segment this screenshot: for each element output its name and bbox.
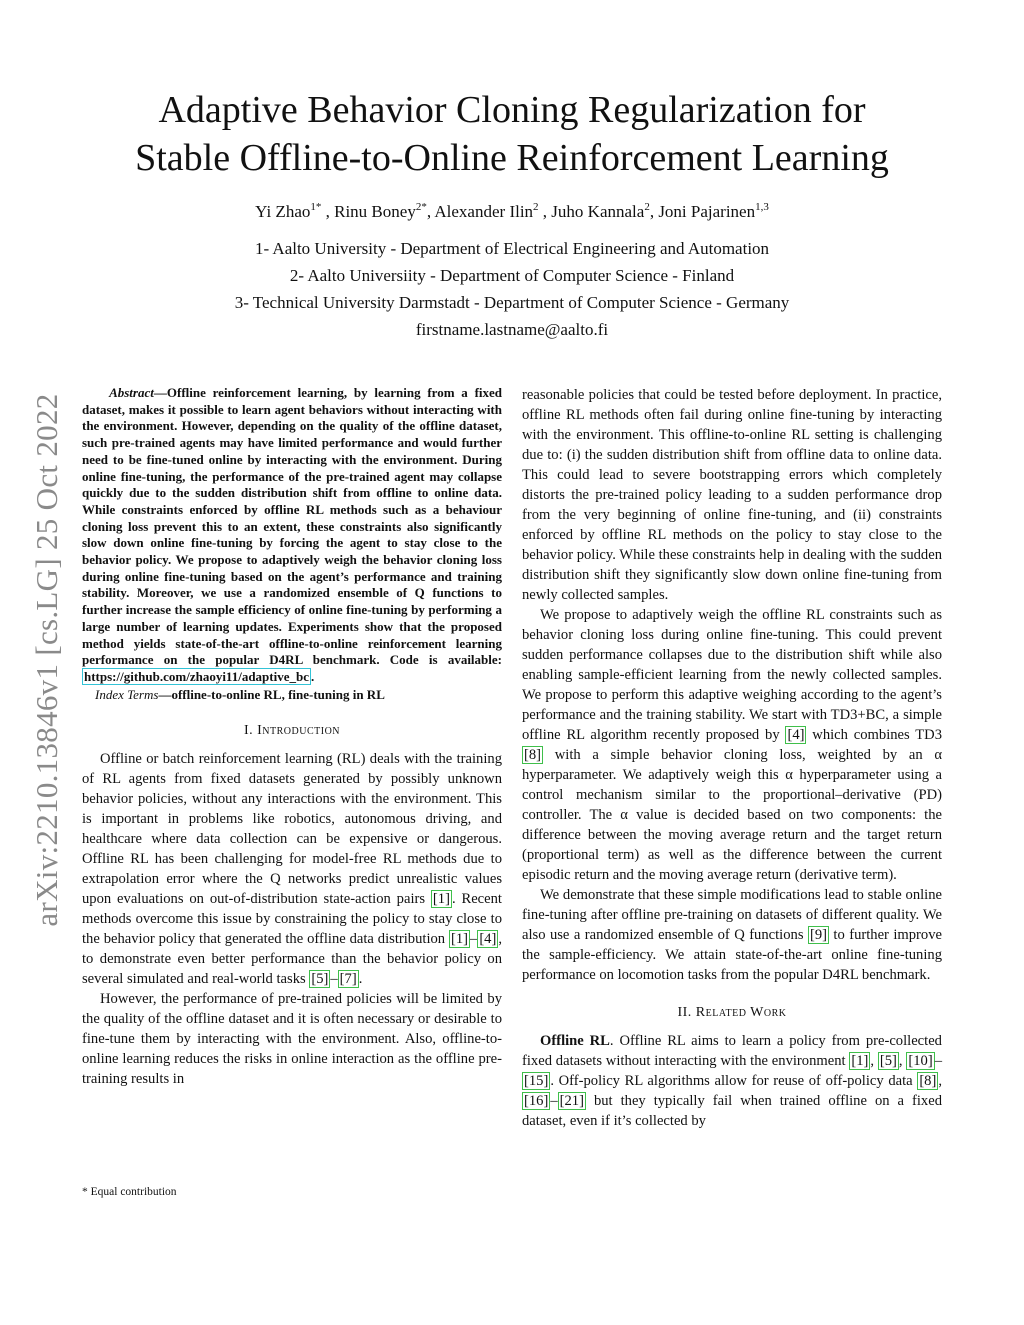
text-run: – <box>934 1053 943 1069</box>
title-line-1: Adaptive Behavior Cloning Regularization for <box>158 89 866 131</box>
paper-title <box>80 86 944 182</box>
affiliation-3: 3- Technical University Darmstadt - Department of Computer Science - Germany <box>234 293 790 312</box>
affiliation-2: 2- Aalto Universiity - Department of Computer Science - Finland <box>289 266 735 285</box>
arxiv-id: arXiv:2210.13846v1 [cs.LG] 25 Oct 2022 <box>29 393 64 927</box>
author-list <box>80 200 944 224</box>
citation-link[interactable]: [9] <box>809 927 827 943</box>
citation-link[interactable]: [1] <box>432 890 450 907</box>
contact-email: firstname.lastname@aalto.fi <box>415 320 609 339</box>
citation-link[interactable]: [10] <box>908 1053 933 1069</box>
citation-link[interactable]: [4] <box>479 930 497 947</box>
author-affil-mark: 1,3 <box>755 201 769 213</box>
text-run: , <box>870 1053 878 1069</box>
title-line-2: Stable Offline-to-Online Reinforcement Learning <box>135 137 889 179</box>
author-affil-mark: 2* <box>415 201 427 213</box>
right-paragraph-3 <box>522 885 942 985</box>
author-affil-mark: 2 <box>533 201 539 213</box>
abstract-text: —Offline reinforcement learning, by learning from a fixed dataset, makes it possible to learn agent behaviors without interacting with the environment. However, depending on the quality of the offline dataset, such pre-trained agents may have limited performance and would further need to be fine-tuned online by interacting with the environment. During online fine-tuning, the performance of the pre-trained agent may collapse quickly due to the sudden distribution shift from offline to online data. While constraints enforced by offline RL methods such as a behaviour cloning loss prevent this to an extent, these constraints also significantly slow down online fine-tuning by forcing the agent to stay close to the behavior policy. We propose to adaptively weigh the behavior cloning loss during online fine-tuning based on the agent’s performance and training stability. Moreover, we use a randomized ensemble of Q functions to further increase the sample efficiency of online fine-tuning by performing a large number of learning updates. Experiments show that the proposed method yields state-of-the-art offline-to-online reinforcement learning performance on the popular D4RL benchmark. Code is available: <box>82 385 503 668</box>
author-name: , Alexander Ilin <box>426 202 534 221</box>
index-terms <box>82 686 502 703</box>
index-terms-text: —offline-to-online RL, fine-tuning in RL <box>158 686 385 702</box>
arxiv-stamp <box>28 355 66 965</box>
right-paragraph-1: reasonable policies that could be tested before deployment. In practice, offline RL methods often fail during online fine-tuning by interacting with the environment. This offline-to-online RL setting is challenging due to: (i) the sudden distribution shift from offline data to online data. This could lead to severe bootstrapping errors which completely distorts the pre-trained policy leading to a sudden performance drop from the very beginning of online fine-tuning, and (ii) constraints enforced by offline RL methods on the policy to stay close to the behavior policy. While these constraints help in dealing with the sudden distribution shift they significantly slow down online fine-tuning from newly collected samples. <box>522 387 942 603</box>
section-heading-introduction: I. Introduction <box>243 722 341 738</box>
affiliation-1: 1- Aalto University - Department of Electrical Engineering and Automation <box>254 239 770 258</box>
author-name: , Rinu Boney <box>321 202 416 221</box>
author-name: , Juho Kannala <box>538 202 645 221</box>
right-paragraph-2 <box>522 605 942 885</box>
citation-link[interactable]: [7] <box>339 970 357 987</box>
citation-link[interactable]: [5] <box>879 1053 897 1069</box>
text-run: – <box>330 970 338 987</box>
text-run: Offline or batch reinforcement learning (RL) deals with the training of RL agents from fixed datasets generated by possibly unknown behavior policies, without any interactions with the environment. This is important in problems like robotics, autonomous driving, and healthcare where data collection can be expensive or dangerous. Offline RL has been challenging for model-free RL methods due to extrapolation error where the Q networks predict unrealistic values upon evaluations on out-of-distribution state-action pairs <box>82 750 502 907</box>
citation-link[interactable]: [4] <box>787 727 805 743</box>
text-run: . Recent methods overcome this issue by constraining the policy to stay close to the behavior policy that generated the offline data distribution <box>82 890 502 947</box>
text-run: which combines TD3 <box>806 727 943 743</box>
related-work-paragraph <box>522 1031 942 1131</box>
text-run: . Off-policy RL algorithms allow for reuse of off-policy data <box>550 1073 918 1089</box>
abstract: Abstract—Offline reinforcement learning, by learning from a fixed dataset, makes it possible to learn agent behaviors without interacting with the environment. However, depending on the quality of the offline dataset, such pre-trained agents may have limited performance and would further need to be fine-tuned online by interacting with the environment. During online fine-tuning, the performance of the pre-trained agent may collapse quickly due to the sudden distribution shift from offline to online data. While constraints enforced by offline RL methods such as a behaviour cloning loss prevent this to an extent, these constraints also significantly slow down online fine-tuning by forcing the agent to stay close to the behavior policy. We propose to adaptively weigh the behavior cloning loss during online fine-tuning based on the agent’s performance and training stability. Moreover, we use a randomized ensemble of Q functions to further increase the sample efficiency of online fine-tuning by performing a large number of learning updates. Experiments show that the proposed method yields state-of-the-art offline-to-online reinforcement learning performance on the popular D4RL benchmark. Code is available: https://github.com/zhaoyi11/adaptive_bc . <box>82 385 503 684</box>
author-affil-mark: 2 <box>644 201 650 213</box>
citation-link[interactable]: [5] <box>311 970 329 987</box>
index-terms-label: Index Terms <box>95 686 159 702</box>
left-column <box>82 385 502 1089</box>
citation-link[interactable]: [8] <box>524 747 542 763</box>
intro-paragraph-2: However, the performance of pre-trained policies will be limited by the quality of the offline dataset and it is often necessary or desirable to fine-tune them by interacting with the environment. Also, offline-to-online learning reduces the risks in online interaction as the offline pre-training results in <box>82 990 502 1087</box>
abstract-label: Abstract <box>109 385 154 400</box>
author-name: Yi Zhao <box>255 202 311 221</box>
footnote: * Equal contribution <box>82 1186 177 1198</box>
text-run: , <box>938 1073 942 1089</box>
section-heading-related-work: II. Related Work <box>677 1005 787 1020</box>
author-affil-mark: 1* <box>310 201 322 213</box>
text-run: – <box>550 1093 558 1109</box>
runin-heading: Offline RL <box>540 1033 610 1049</box>
text-run: . Offline RL aims to learn a policy from pre-collected fixed datasets without interacting with the environment <box>522 1033 942 1069</box>
text-run: but they typically fail when trained offline on a fixed dataset, even if it’s collected by <box>522 1093 942 1129</box>
text-run: , <box>898 1053 907 1069</box>
citation-link[interactable]: [15] <box>524 1073 549 1089</box>
code-link[interactable]: https://github.com/zhaoyi11/adaptive_bc <box>84 668 309 684</box>
citation-link[interactable]: [1] <box>851 1053 869 1069</box>
citation-link[interactable]: [8] <box>919 1073 937 1089</box>
citation-link[interactable]: [16] <box>524 1093 549 1109</box>
text-run: , to demonstrate even better performance than the behavior policy on several simulated and real-world tasks <box>82 930 502 987</box>
citation-link[interactable]: [21] <box>559 1093 584 1109</box>
text-run: to further improve the sample-efficiency. We attain state-of-the-art online fine-tuning performance on locomotion tasks from the popular D4RL benchmark. <box>522 927 942 983</box>
text-run: . <box>358 970 363 987</box>
intro-paragraph-1 <box>82 749 502 989</box>
right-column <box>522 385 942 1131</box>
text-run: – <box>470 930 478 947</box>
text-run: We propose to adaptively weigh the offline RL constraints such as behavior cloning loss during online fine-tuning. This could prevent sudden performance collapses due to the distribution shift while also enabling sample-efficient learning from the newly collected samples. We propose to perform this adaptive weighing according to the agent’s performance and the training stability. We start with TD3+BC, a simple offline RL algorithm recently proposed by <box>522 607 942 743</box>
citation-link[interactable]: [1] <box>450 930 469 947</box>
text-run: We demonstrate that these simple modifications lead to stable online fine-tuning after offline pre-training on datasets of different quality. We also use a randomized ensemble of Q functions <box>522 887 942 943</box>
author-name: , Joni Pajarinen <box>649 202 756 221</box>
text-run: with a simple behavior cloning loss, weighted by an α hyperparameter. We adaptively weigh this α hyperparameter using a control mechanism similar to the proportional–derivative (PD) controller. The α value is decided based on two components: the difference between the moving average return and the target return (proportional term) as well as the difference between the current episodic return and the moving average return (derivative term). <box>522 747 942 883</box>
